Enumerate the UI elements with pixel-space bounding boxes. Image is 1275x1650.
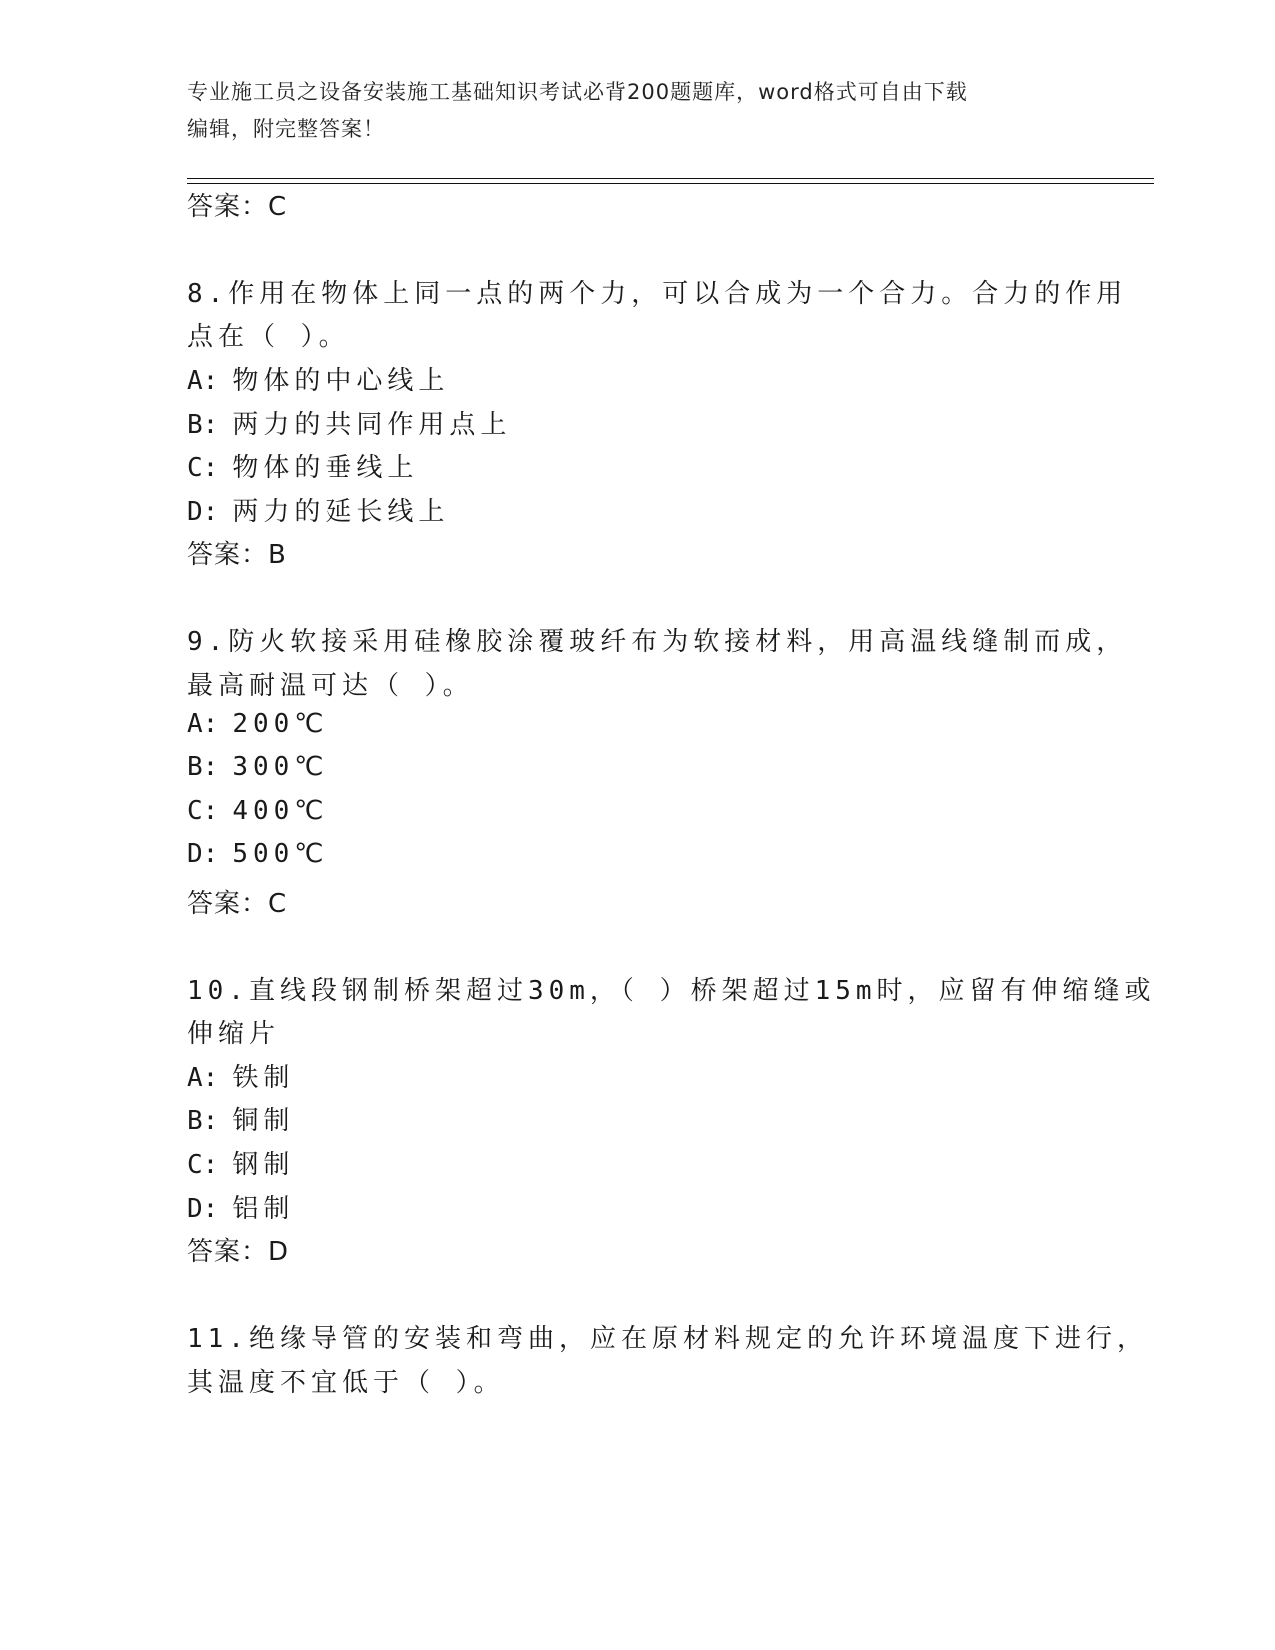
- question-8-answer: 答案：B: [187, 540, 287, 570]
- question-9-option-a: A: 200℃: [187, 709, 329, 739]
- header-divider-bottom: [187, 183, 1154, 184]
- header-line-1: 专业施工员之设备安装施工基础知识考试必背200题题库，word格式可自由下载: [187, 80, 968, 104]
- question-8-option-c: C: 物体的垂线上: [187, 453, 419, 483]
- question-10-option-a: A: 铁制: [187, 1063, 295, 1093]
- header-line-2: 编辑，附完整答案！: [187, 117, 385, 141]
- question-10-line-2: 伸缩片: [187, 1019, 281, 1049]
- question-9-option-d: D: 500℃: [187, 839, 329, 869]
- question-9-option-b: B: 300℃: [187, 752, 329, 782]
- question-8-option-d: D: 两力的延长线上: [187, 497, 450, 527]
- question-9-answer: 答案：C: [187, 889, 288, 919]
- question-8-option-b: B: 两力的共同作用点上: [187, 410, 512, 440]
- question-8-line-1: 8.作用在物体上同一点的两个力，可以合成为一个合力。合力的作用: [187, 279, 1128, 309]
- question-10-line-1: 10.直线段钢制桥架超过30m，（ ）桥架超过15m时，应留有伸缩缝或: [187, 976, 1156, 1006]
- header-divider-top: [187, 178, 1154, 179]
- question-9-line-2: 最高耐温可达（ ）。: [187, 671, 474, 701]
- question-11-line-2: 其温度不宜低于（ ）。: [187, 1368, 505, 1398]
- document-header: [187, 74, 1087, 148]
- previous-answer: 答案：C: [187, 192, 288, 222]
- question-10-option-d: D: 铝制: [187, 1194, 295, 1224]
- question-10-answer: 答案：D: [187, 1237, 290, 1267]
- question-8-option-a: A: 物体的中心线上: [187, 366, 450, 396]
- question-9-line-1: 9.防火软接采用硅橡胶涂覆玻纤布为软接材料，用高温线缝制而成，: [187, 627, 1128, 657]
- question-10-option-c: C: 钢制: [187, 1150, 295, 1180]
- question-8-line-2: 点在（ ）。: [187, 322, 350, 352]
- question-11-line-1: 11.绝缘导管的安装和弯曲，应在原材料规定的允许环境温度下进行，: [187, 1324, 1148, 1354]
- question-9-option-c: C: 400℃: [187, 796, 329, 826]
- question-10-option-b: B: 铜制: [187, 1106, 295, 1136]
